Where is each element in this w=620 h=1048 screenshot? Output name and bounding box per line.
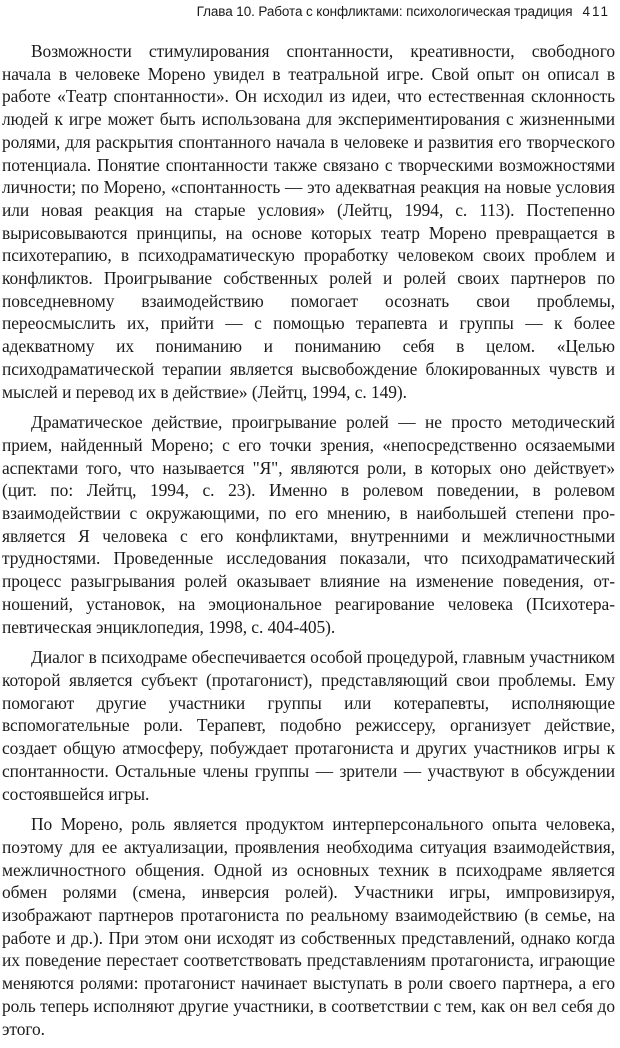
paragraph-1: Возможности стимулирования спонтанности, креативности, свободного начала в человеке Морено увидел в театральной игре. Свой опыт он описал в работе «Театр спонтанности». Он исходил из идеи, что естественная склонность людей к игре может быть использована для экспериментирования с жизненными ролями, для раскрытия спонтанного начала в человеке и развития его творческого потенциала. Понятие спонтанности также связано с творческими возможностями личности; по Морено, «спонтанность — это адекватная реакция на новые условия или новая реакция на старые условия» (Лейтц, 1994, с. 113). Постепенно вырисовываются принципы, на основе которых театр Морено превращается в психотерапию, в психодраматическую проработку человеком своих проблем и конфликтов. Проигрывание собственных ролей и ролей своих партнеров по повседневному взаимодействию помогает осознать свои проблемы, переосмыслить их, прийти — с помощью терапевта и группы — к более адекватному их пониманию и пониманию себя в целом. «Целью психодраматической терапии является высвобождение блокированных чувств и мыслей и перевод их в действие» (Лейтц, 1994, с. 149). <box>2 41 615 402</box>
page-number: 411 <box>582 4 610 19</box>
running-header <box>20 4 610 20</box>
paragraph-4: По Морено, роль является продуктом интерперсонального опыта человека, поэтому для ее актуализации, проявления необходима ситуация взаимодействия, межличностного общения. Одной из основных техник в психодраме является обмен ролями (смена, инверсия ролей). Участники игры, импровизируя, изображают партнеров протагониста по реальному взаимодействию (в семье, на работе и др.). При этом они исходят из собственных представлений, однако когда их поведение перестает соответствовать представлениям протагониста, играющие меняются ролями: протагонист начинает выступать в роли своего партнера, а его роль теперь исполняют другие участники, в соответствии с тем, как он вел себя до этого. <box>2 814 615 1039</box>
paragraph-2: Драматическое действие, проигрывание ролей — не просто методический прием, найденный Морено; с его точки зрения, «непосредственно осязаемыми аспектами того, что называется "Я", являются роли, в которых оно действует» (цит. по: Лейтц, 1994, с. 23). Именно в ролевом поведении, в ролевом взаимодействии с окружающими, по его мнению, в наибольшей степени проявляется Я человека с его конфликтами, внутренними и межличностными трудностями. Проведенные исследования показали, что психодраматический процесс разыгрывания ролей оказывает влияние на изменение поведения, отношений, установок, на эмоциональное реагирование человека (Психотерапевтическая энциклопедия, 1998, с. 404-405). <box>2 412 615 637</box>
paragraph-3: Диалог в психодраме обеспечивается особой процедурой, главным участником которой является субъект (протагонист), представляющий свои проблемы. Ему помогают другие участники группы или котерапевты, исполняющие вспомогательные роли. Терапевт, подобно режиссеру, организует действие, создает общую атмосферу, побуждает протагониста и других участников игры к спонтанности. Остальные члены группы — зрители — участвуют в обсуждении состоявшейся игры. <box>2 647 615 804</box>
chapter-title: Глава 10. Работа с конфликтами: психологическая традиция <box>196 4 573 19</box>
body-text <box>2 40 615 1048</box>
